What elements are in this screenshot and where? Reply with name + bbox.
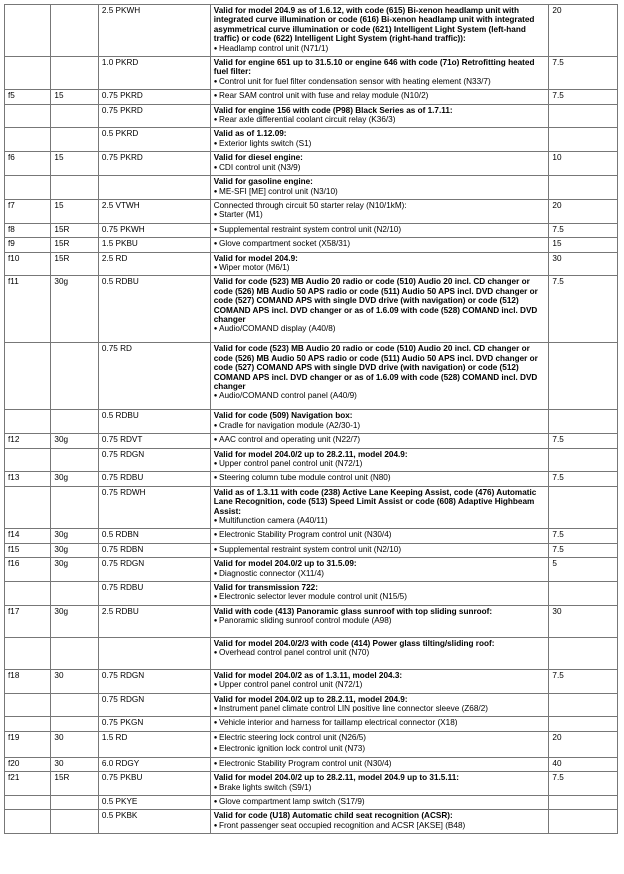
- table-row: [5, 757, 618, 771]
- terminal-cell: 30g: [51, 605, 98, 637]
- terminal-cell: 30: [51, 669, 98, 693]
- table-row: [5, 693, 618, 717]
- consumer-description-cell: [210, 543, 549, 557]
- terminal-cell: 30g: [51, 434, 98, 448]
- fuse-rating-cell: 10: [549, 152, 618, 176]
- fuse-number-cell: [5, 104, 51, 128]
- consumer-description-cell: [210, 276, 549, 343]
- consumer-description-cell: [210, 558, 549, 582]
- wire-cell: 0.5 PKRD: [98, 128, 210, 152]
- fuse-number-cell: [5, 810, 51, 834]
- validity-condition: Valid for gasoline engine:: [213, 177, 313, 187]
- table-row: [5, 434, 618, 448]
- validity-condition: Valid with code (413) Panoramic glass sunroof with top sliding sunroof:: [213, 606, 493, 616]
- consumer-description-cell: [210, 637, 549, 669]
- terminal-cell: 30: [51, 731, 98, 757]
- terminal-cell: [51, 104, 98, 128]
- terminal-cell: [51, 128, 98, 152]
- wire-cell: [98, 176, 210, 200]
- wire-cell: 0.5 RDBU: [98, 276, 210, 343]
- wire-cell: 0.75 RDGN: [98, 558, 210, 582]
- wire-cell: 0.5 PKBK: [98, 810, 210, 834]
- fuse-rating-cell: 7.5: [549, 669, 618, 693]
- table-row: [5, 558, 618, 582]
- terminal-cell: 15R: [51, 238, 98, 252]
- terminal-cell: [51, 693, 98, 717]
- fuse-number-cell: [5, 5, 51, 57]
- fuse-table-body: [5, 5, 618, 834]
- validity-condition: Valid as of 1.12.09:: [213, 129, 287, 139]
- fuse-rating-cell: 7.5: [549, 529, 618, 543]
- wire-cell: 2.5 RDBU: [98, 605, 210, 637]
- table-row: [5, 472, 618, 486]
- wire-cell: 0.5 RDBU: [98, 410, 210, 434]
- consumer-description-cell: [210, 529, 549, 543]
- wire-cell: 0.75 RDWH: [98, 486, 210, 529]
- fuse-number-cell: [5, 486, 51, 529]
- fuse-assignment-table: [4, 4, 618, 834]
- wire-cell: 2.5 RD: [98, 252, 210, 276]
- table-row: [5, 486, 618, 529]
- terminal-cell: [51, 810, 98, 834]
- fuse-number-cell: [5, 637, 51, 669]
- fuse-number-cell: f6: [5, 152, 51, 176]
- fuse-rating-cell: [549, 717, 618, 731]
- consumer-item: ● Brake lights switch (S9/1): [214, 783, 546, 794]
- consumer-description-cell: [210, 5, 549, 57]
- table-row: [5, 605, 618, 637]
- consumer-item: ● Overhead control panel control unit (N70): [214, 648, 546, 659]
- wire-cell: 1.5 RD: [98, 731, 210, 757]
- fuse-rating-cell: [549, 343, 618, 410]
- consumer-description-cell: [210, 486, 549, 529]
- consumer-item: ● Upper control panel control unit (N72/1): [214, 459, 546, 470]
- consumer-description-cell: [210, 434, 549, 448]
- consumer-item: ● Electronic Stability Program control unit (N30/4): [214, 530, 546, 541]
- validity-condition: Valid for model 204.0/2 up to 28.2.11, model 204.9:: [213, 694, 408, 704]
- fuse-number-cell: [5, 128, 51, 152]
- table-row: [5, 104, 618, 128]
- consumer-item: ● Electronic ignition lock control unit (N73): [214, 744, 546, 755]
- fuse-number-cell: [5, 176, 51, 200]
- fuse-rating-cell: [549, 810, 618, 834]
- terminal-cell: 30g: [51, 543, 98, 557]
- consumer-item: ● Electronic selector lever module control unit (N15/5): [214, 592, 546, 603]
- consumer-item: ● ME-SFI [ME] control unit (N3/10): [214, 187, 546, 198]
- validity-condition: Valid for code (523) MB Audio 20 radio or code (510) Audio 20 incl. CD changer or code (526) MB Audio 50 APS radio or code (511) Audio 50 APS incl. DVD changer or code (527) COMAND APS with single DVD drive (with navigation) or code (512) COMAND APS incl. DVD changer or as of 1.6.09 with code (528) COMAND incl. DVD changer: [213, 277, 538, 324]
- fuse-number-cell: [5, 448, 51, 472]
- wire-cell: 0.75 RDVT: [98, 434, 210, 448]
- consumer-item: ● Control unit for fuel filter condensation sensor with heating element (N33/7): [214, 77, 546, 88]
- terminal-cell: 30g: [51, 558, 98, 582]
- consumer-description-cell: [210, 795, 549, 809]
- terminal-cell: 15R: [51, 772, 98, 796]
- terminal-cell: [51, 486, 98, 529]
- table-row: [5, 128, 618, 152]
- wire-cell: 0.75 RD: [98, 343, 210, 410]
- consumer-item: ● Electronic Stability Program control unit (N30/4): [214, 759, 546, 770]
- fuse-number-cell: f21: [5, 772, 51, 796]
- wire-cell: 0.75 PKBU: [98, 772, 210, 796]
- consumer-item: ● Multifunction camera (A40/11): [214, 516, 546, 527]
- consumer-description-cell: [210, 128, 549, 152]
- consumer-item: ● Rear axle differential coolant circuit relay (K36/3): [214, 115, 546, 126]
- wire-cell: 0.75 PKRD: [98, 90, 210, 104]
- consumer-item: ● Instrument panel climate control LIN positive line connector sleeve (Z68/2): [214, 704, 546, 715]
- fuse-rating-cell: 7.5: [549, 772, 618, 796]
- consumer-description-cell: [210, 199, 549, 223]
- table-row: [5, 543, 618, 557]
- fuse-rating-cell: [549, 693, 618, 717]
- wire-cell: 2.5 VTWH: [98, 199, 210, 223]
- table-row: [5, 176, 618, 200]
- wire-cell: 0.75 RDBU: [98, 582, 210, 606]
- fuse-rating-cell: [549, 128, 618, 152]
- terminal-cell: 15R: [51, 223, 98, 237]
- consumer-description-cell: [210, 104, 549, 128]
- validity-condition: Valid for engine 156 with code (P98) Black Series as of 1.7.11:: [213, 105, 453, 115]
- fuse-rating-cell: [549, 637, 618, 669]
- fuse-rating-cell: 7.5: [549, 90, 618, 104]
- consumer-item: ● Cradle for navigation module (A2/30-1): [214, 421, 546, 432]
- consumer-item: ● Rear SAM control unit with fuse and relay module (N10/2): [214, 91, 546, 102]
- fuse-number-cell: [5, 582, 51, 606]
- fuse-rating-cell: [549, 104, 618, 128]
- fuse-rating-cell: 20: [549, 5, 618, 57]
- consumer-description-cell: [210, 238, 549, 252]
- fuse-rating-cell: 20: [549, 199, 618, 223]
- fuse-rating-cell: 30: [549, 252, 618, 276]
- terminal-cell: 15: [51, 90, 98, 104]
- consumer-description-cell: [210, 223, 549, 237]
- table-row: [5, 637, 618, 669]
- terminal-cell: [51, 343, 98, 410]
- table-row: [5, 810, 618, 834]
- consumer-item: ● Exterior lights switch (S1): [214, 139, 546, 150]
- wire-cell: 0.75 PKGN: [98, 717, 210, 731]
- terminal-cell: 15R: [51, 252, 98, 276]
- consumer-description-cell: [210, 717, 549, 731]
- fuse-number-cell: [5, 410, 51, 434]
- wire-cell: 1.5 PKBU: [98, 238, 210, 252]
- consumer-item: ● Front passenger seat occupied recognition and ACSR [AKSE] (B48): [214, 821, 546, 832]
- consumer-item: ● Headlamp control unit (N71/1): [214, 44, 546, 55]
- fuse-rating-cell: [549, 410, 618, 434]
- table-row: [5, 276, 618, 343]
- consumer-item: ● Upper control panel control unit (N72/1): [214, 680, 546, 691]
- validity-condition: Valid for model 204.9 as of 1.6.12, with code (615) Bi-xenon headlamp unit with integrated curve illumination or code (616) Bi-xenon headlamp unit with integrated asymmetrical curve illumination or code (621) Intelligent Light System (left-hand traffic) or code (622) Intelligent Light System (right-hand traffic)):: [213, 6, 535, 44]
- consumer-description-cell: [210, 448, 549, 472]
- terminal-cell: [51, 448, 98, 472]
- fuse-number-cell: f5: [5, 90, 51, 104]
- consumer-item: ● Steering column tube module control unit (N80): [214, 473, 546, 484]
- validity-condition: Valid for code (509) Navigation box:: [213, 411, 353, 421]
- consumer-description-cell: [210, 810, 549, 834]
- validity-condition: Valid for model 204.0/2/3 with code (414) Power glass tilting/sliding roof:: [213, 638, 495, 648]
- wire-cell: 0.75 PKRD: [98, 104, 210, 128]
- consumer-description-cell: [210, 176, 549, 200]
- consumer-item: ● CDI control unit (N3/9): [214, 163, 546, 174]
- consumer-item: ● Diagnostic connector (X11/4): [214, 569, 546, 580]
- table-row: [5, 152, 618, 176]
- validity-condition: Valid for code (523) MB Audio 20 radio or code (510) Audio 20 incl. CD changer or code (526) MB Audio 50 APS radio or code (511) Audio 50 APS incl. DVD changer or code (527) COMAND APS with single DVD drive (with navigation) or code (512) COMAND APS incl. DVD changer or as of 1.6.09 with code (528) COMAND incl. DVD changer: [213, 344, 538, 391]
- validity-condition: Valid for diesel engine:: [213, 153, 303, 163]
- terminal-cell: 15: [51, 152, 98, 176]
- validity-condition: Valid for model 204.0/2 as of 1.3.11, model 204.3:: [213, 670, 403, 680]
- fuse-number-cell: f7: [5, 199, 51, 223]
- table-row: [5, 717, 618, 731]
- table-row: [5, 795, 618, 809]
- fuse-number-cell: f18: [5, 669, 51, 693]
- validity-condition: Valid for transmission 722:: [213, 583, 318, 593]
- table-row: [5, 57, 618, 90]
- validity-condition: Valid for model 204.0/2 up to 28.2.11, model 204.9:: [213, 449, 408, 459]
- consumer-item: ● Wiper motor (M6/1): [214, 263, 546, 274]
- consumer-description-cell: [210, 343, 549, 410]
- validity-condition: Valid for engine 651 up to 31.5.10 or engine 646 with code (71o) Retrofitting heated fuel filter:: [213, 58, 535, 77]
- fuse-rating-cell: [549, 486, 618, 529]
- consumer-item: ● Audio/COMAND display (A40/8): [214, 324, 546, 335]
- consumer-description-cell: [210, 410, 549, 434]
- consumer-item: ● Vehicle interior and harness for taillamp electrical connector (X18): [214, 718, 546, 729]
- table-row: [5, 238, 618, 252]
- fuse-rating-cell: [549, 582, 618, 606]
- fuse-rating-cell: 7.5: [549, 472, 618, 486]
- terminal-cell: [51, 795, 98, 809]
- fuse-number-cell: f15: [5, 543, 51, 557]
- consumer-description-cell: [210, 605, 549, 637]
- fuse-rating-cell: 7.5: [549, 543, 618, 557]
- consumer-description-cell: [210, 772, 549, 796]
- terminal-cell: [51, 637, 98, 669]
- table-row: [5, 252, 618, 276]
- consumer-item: ● AAC control and operating unit (N22/7): [214, 435, 546, 446]
- fuse-rating-cell: [549, 176, 618, 200]
- consumer-item: ● Supplemental restraint system control unit (N2/10): [214, 225, 546, 236]
- table-row: [5, 731, 618, 757]
- wire-cell: 0.75 PKRD: [98, 152, 210, 176]
- fuse-number-cell: [5, 57, 51, 90]
- fuse-number-cell: [5, 717, 51, 731]
- wire-cell: [98, 637, 210, 669]
- fuse-rating-cell: 40: [549, 757, 618, 771]
- fuse-number-cell: f14: [5, 529, 51, 543]
- description-text: Connected through circuit 50 starter relay (N10/1kM):: [213, 200, 407, 210]
- terminal-cell: [51, 410, 98, 434]
- wire-cell: 0.75 RDGN: [98, 693, 210, 717]
- fuse-number-cell: f8: [5, 223, 51, 237]
- consumer-description-cell: [210, 582, 549, 606]
- fuse-number-cell: f9: [5, 238, 51, 252]
- wire-cell: 0.75 RDBU: [98, 472, 210, 486]
- fuse-rating-cell: 7.5: [549, 57, 618, 90]
- terminal-cell: [51, 582, 98, 606]
- fuse-number-cell: f19: [5, 731, 51, 757]
- wire-cell: 0.5 RDBN: [98, 529, 210, 543]
- fuse-rating-cell: 5: [549, 558, 618, 582]
- table-row: [5, 448, 618, 472]
- terminal-cell: [51, 5, 98, 57]
- fuse-rating-cell: 7.5: [549, 276, 618, 343]
- validity-condition: Valid for model 204.0/2 up to 28.2.11, model 204.9 up to 31.5.11:: [213, 773, 459, 783]
- consumer-item: ● Glove compartment lamp switch (S17/9): [214, 797, 546, 808]
- consumer-description-cell: [210, 731, 549, 757]
- consumer-description-cell: [210, 152, 549, 176]
- table-row: [5, 772, 618, 796]
- fuse-rating-cell: 7.5: [549, 434, 618, 448]
- wire-cell: 6.0 RDGY: [98, 757, 210, 771]
- validity-condition: Valid as of 1.3.11 with code (238) Active Lane Keeping Assist, code (476) Automatic Lane Recognition, code (513) Speed Limit Assist or code (608) Adaptive Highbeam Assist:: [213, 487, 537, 516]
- fuse-rating-cell: [549, 448, 618, 472]
- table-row: [5, 410, 618, 434]
- consumer-description-cell: [210, 252, 549, 276]
- terminal-cell: 30g: [51, 276, 98, 343]
- wire-cell: 0.75 PKWH: [98, 223, 210, 237]
- fuse-number-cell: [5, 795, 51, 809]
- terminal-cell: [51, 717, 98, 731]
- table-row: [5, 90, 618, 104]
- terminal-cell: 30: [51, 757, 98, 771]
- table-row: [5, 223, 618, 237]
- fuse-number-cell: f17: [5, 605, 51, 637]
- consumer-description-cell: [210, 57, 549, 90]
- table-row: [5, 343, 618, 410]
- consumer-item: ● Electric steering lock control unit (N26/5): [214, 733, 546, 744]
- validity-condition: Valid for model 204.9:: [213, 253, 298, 263]
- consumer-item: ● Starter (M1): [214, 210, 546, 221]
- consumer-description-cell: [210, 472, 549, 486]
- fuse-number-cell: f11: [5, 276, 51, 343]
- fuse-number-cell: [5, 343, 51, 410]
- table-row: [5, 199, 618, 223]
- table-row: [5, 669, 618, 693]
- consumer-description-cell: [210, 757, 549, 771]
- wire-cell: 0.75 RDBN: [98, 543, 210, 557]
- fuse-number-cell: f13: [5, 472, 51, 486]
- table-row: [5, 582, 618, 606]
- consumer-description-cell: [210, 693, 549, 717]
- consumer-item: ● Panoramic sliding sunroof control module (A98): [214, 616, 546, 627]
- wire-cell: 1.0 PKRD: [98, 57, 210, 90]
- terminal-cell: 15: [51, 199, 98, 223]
- fuse-number-cell: [5, 693, 51, 717]
- fuse-rating-cell: 30: [549, 605, 618, 637]
- terminal-cell: [51, 176, 98, 200]
- fuse-number-cell: f10: [5, 252, 51, 276]
- fuse-rating-cell: [549, 795, 618, 809]
- table-row: [5, 5, 618, 57]
- fuse-number-cell: f12: [5, 434, 51, 448]
- validity-condition: Valid for model 204.0/2 up to 31.5.09:: [213, 559, 357, 569]
- fuse-number-cell: f20: [5, 757, 51, 771]
- fuse-rating-cell: 15: [549, 238, 618, 252]
- table-row: [5, 529, 618, 543]
- consumer-item: ● Audio/COMAND control panel (A40/9): [214, 391, 546, 402]
- fuse-number-cell: f16: [5, 558, 51, 582]
- terminal-cell: [51, 57, 98, 90]
- terminal-cell: 30g: [51, 472, 98, 486]
- consumer-item: ● Supplemental restraint system control unit (N2/10): [214, 545, 546, 556]
- fuse-rating-cell: 20: [549, 731, 618, 757]
- fuse-rating-cell: 7.5: [549, 223, 618, 237]
- consumer-item: ● Glove compartment socket (X58/31): [214, 239, 546, 250]
- wire-cell: 0.75 RDGN: [98, 448, 210, 472]
- wire-cell: 2.5 PKWH: [98, 5, 210, 57]
- consumer-description-cell: [210, 90, 549, 104]
- wire-cell: 0.75 RDGN: [98, 669, 210, 693]
- consumer-description-cell: [210, 669, 549, 693]
- terminal-cell: 30g: [51, 529, 98, 543]
- wire-cell: 0.5 PKYE: [98, 795, 210, 809]
- validity-condition: Valid for code (U18) Automatic child seat recognition (ACSR):: [213, 811, 453, 821]
